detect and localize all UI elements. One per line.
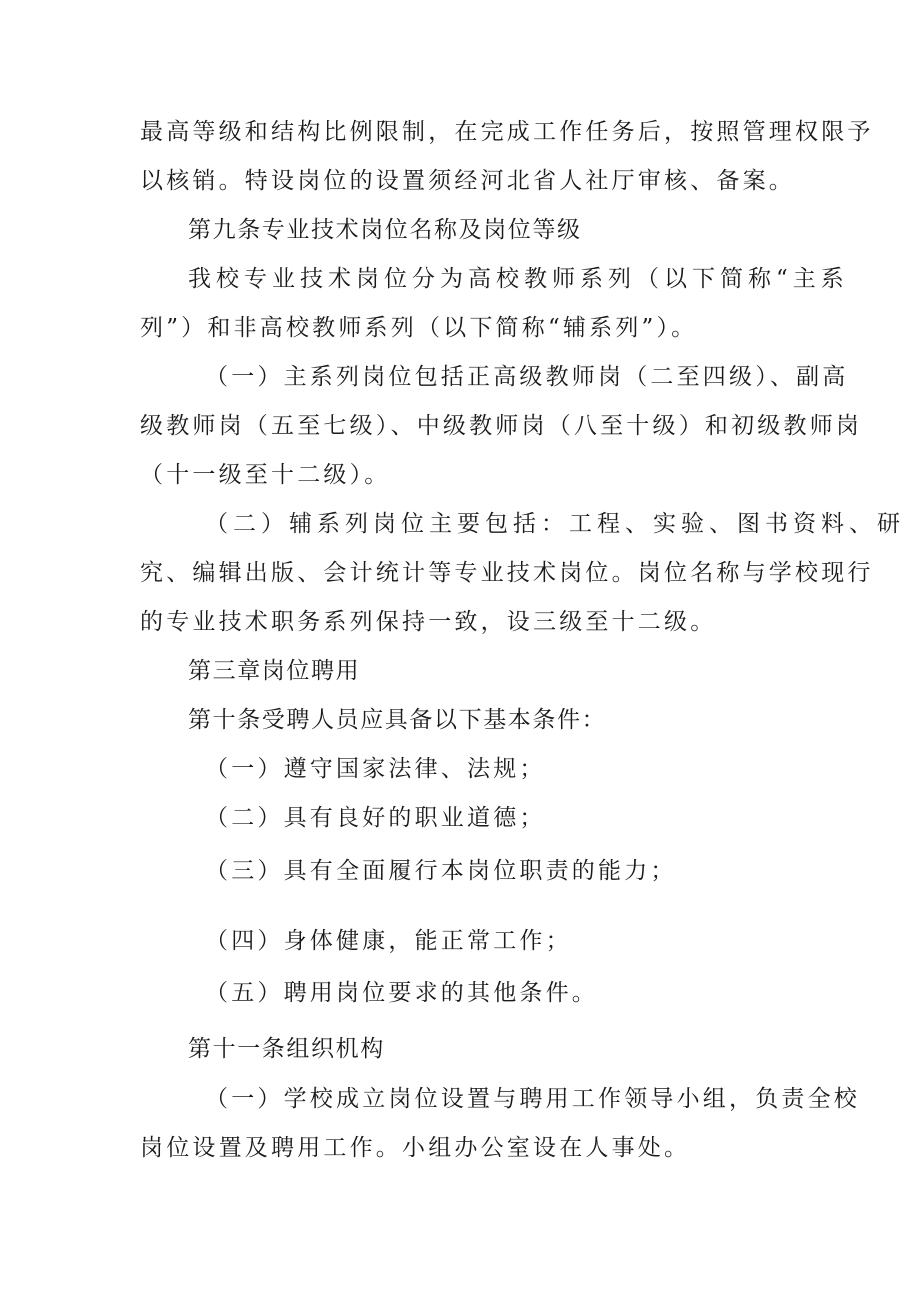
- list-item: （五）聘用岗位要求的其他条件。: [205, 980, 598, 1006]
- paragraph-line: （一）学校成立岗位设置与聘用工作领导小组，负责全校: [205, 1086, 860, 1112]
- list-item: （一）遵守国家法律、法规；: [205, 756, 546, 782]
- article-heading: 第十条受聘人员应具备以下基本条件：: [188, 707, 607, 733]
- article-heading: 第九条专业技术岗位名称及岗位等级: [188, 217, 582, 243]
- list-item: （二）具有良好的职业道德；: [205, 805, 546, 831]
- paragraph-line: 列”）和非高校教师系列（以下简称“辅系列”）。: [140, 315, 698, 341]
- list-item: （四）身体健康，能正常工作；: [205, 928, 572, 954]
- paragraph-line: 以核销。特设岗位的设置须经河北省人社厅审核、备案。: [140, 168, 795, 194]
- paragraph-line: 级教师岗（五至七级）、中级教师岗（八至十级）和初级教师岗: [140, 413, 863, 439]
- paragraph-line: 究、编辑出版、会计统计等专业技术岗位。岗位名称与学校现行: [140, 560, 874, 586]
- paragraph-line: （十一级至十二级）。: [140, 462, 391, 488]
- list-item: （三）具有全面履行本岗位职责的能力；: [205, 858, 677, 884]
- chapter-heading: 第三章岗位聘用: [188, 658, 361, 684]
- paragraph-line: （二）辅系列岗位主要包括：工程、实验、图书资料、研: [205, 511, 905, 537]
- paragraph-line: 最高等级和结构比例限制，在完成工作任务后，按照管理权限予: [140, 119, 874, 145]
- paragraph-line: （一）主系列岗位包括正高级教师岗（二至四级）、副高: [205, 364, 849, 390]
- article-heading: 第十一条组织机构: [188, 1036, 385, 1062]
- paragraph-line: 的专业技术职务系列保持一致，设三级至十二级。: [140, 609, 717, 635]
- paragraph-line: 我校专业技术岗位分为高校教师系列（以下简称“主系: [188, 266, 849, 292]
- paragraph-line: 岗位设置及聘用工作。小组办公室设在人事处。: [140, 1135, 691, 1161]
